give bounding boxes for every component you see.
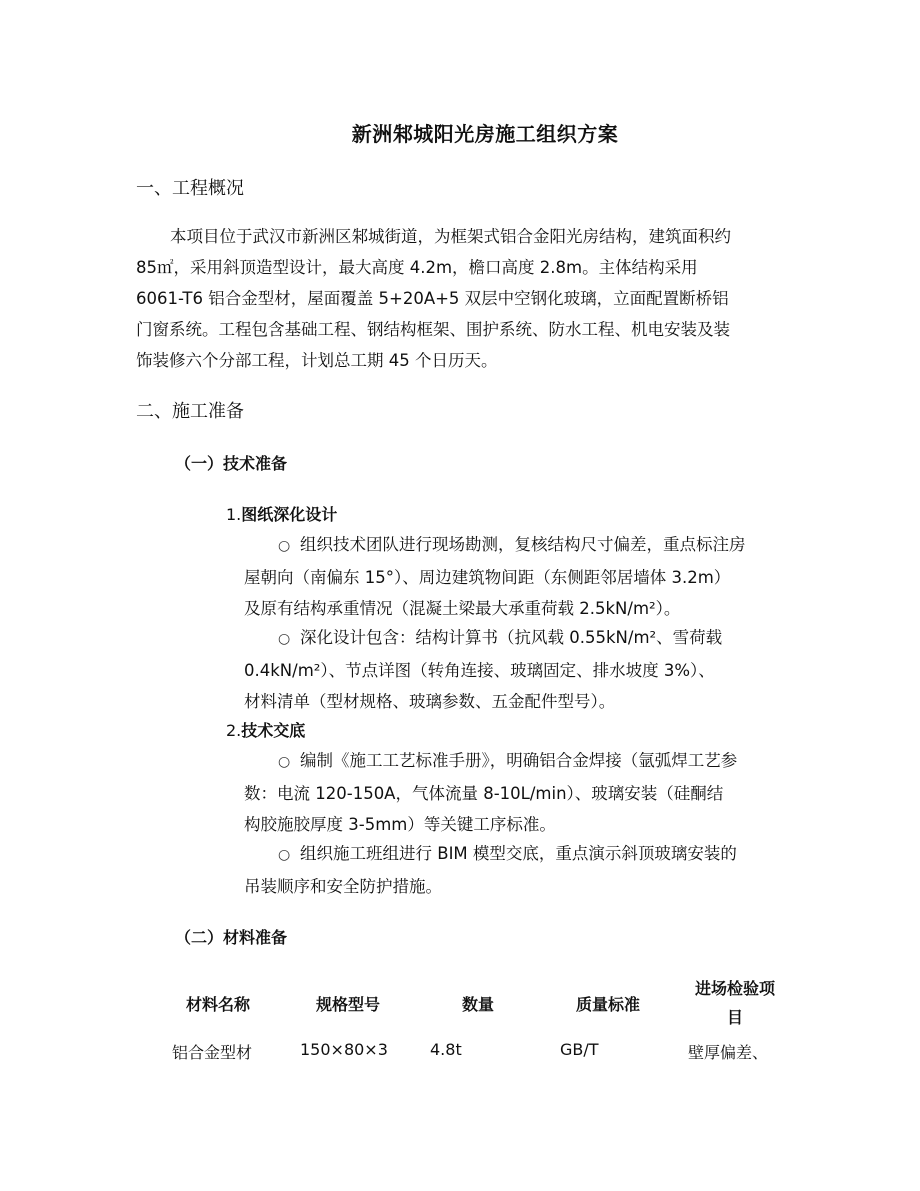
table-header-line: 进场检验项 (694, 979, 775, 998)
table-cell: 150×80×3 (300, 1040, 388, 1059)
bullet-site-survey (244, 529, 789, 624)
bullet-line: 材料清单（型材规格、玻璃参数、五金配件型号）。 (244, 692, 616, 711)
table-header-inspection (680, 976, 790, 1028)
table-header-spec: 规格型号 (315, 995, 380, 1014)
bullet-line: 构胶施胶厚度 3-5mm）等关键工序标准。 (244, 815, 556, 834)
table-header-quality-standard: 质量标准 (575, 995, 640, 1014)
bullet-circle-icon: ○ (278, 847, 291, 863)
subsection-heading-technical: （一）技术准备 (175, 454, 288, 473)
paragraph-line: 本项目位于武汉市新洲区邾城街道，为框架式铝合金阳光房结构，建筑面积约 (170, 227, 731, 246)
table-header-line: 目 (726, 1008, 743, 1027)
subsection-heading-materials: （二）材料准备 (175, 928, 288, 947)
item-title: 图纸深化设计 (241, 505, 338, 524)
table-cell: 壁厚偏差、 (688, 1043, 769, 1062)
bullet-line: 屋朝向（南偏东 15°）、周边建筑物间距（东侧距邻居墙体 3.2m） (244, 568, 731, 587)
section-heading-preparation: 二、施工准备 (136, 401, 244, 422)
item-number: 2. (226, 721, 242, 740)
table-header-quantity: 数量 (461, 995, 494, 1014)
bullet-circle-icon: ○ (278, 631, 291, 647)
paragraph-line: 85㎡，采用斜顶造型设计，最大高度 4.2m，檐口高度 2.8m。主体结构采用 (136, 258, 698, 277)
paragraph-line: 饰装修六个分部工程，计划总工期 45 个日历天。 (136, 351, 498, 370)
paragraph-line: 6061-T6 铝合金型材，屋面覆盖 5+20A+5 双层中空钢化玻璃，立面配置断桥铝 (136, 289, 729, 308)
section-heading-overview: 一、工程概况 (136, 178, 244, 199)
overview-paragraph (136, 221, 786, 376)
item-title: 技术交底 (241, 721, 306, 740)
item-heading-technical-briefing (226, 718, 305, 741)
paragraph-line: 门窗系统。工程包含基础工程、钢结构框架、围护系统、防水工程、机电安装及装 (136, 320, 730, 339)
bullet-line: ○ 深化设计包含：结构计算书（抗风载 0.55kN/m²、雪荷载 (244, 622, 789, 655)
bullet-deepening-design (244, 622, 789, 717)
bullet-line: ○ 组织技术团队进行现场勘测，复核结构尺寸偏差，重点标注房 (244, 529, 789, 562)
table-cell: GB/T (560, 1040, 599, 1059)
item-number: 1. (226, 505, 242, 524)
bullet-bim-briefing (244, 838, 789, 902)
bullet-line: 吊装顺序和安全防护措施。 (244, 877, 442, 896)
table-cell: 铝合金型材 (172, 1043, 253, 1062)
table-cell: 4.8t (430, 1040, 462, 1059)
bullet-line: 0.4kN/m²）、节点详图（转角连接、玻璃固定、排水坡度 3%）、 (244, 661, 715, 680)
bullet-line: 数：电流 120-150A，气体流量 8-10L/min）、玻璃安装（硅酮结 (244, 784, 724, 803)
item-heading-drawing-design (226, 502, 337, 525)
bullet-line: ○ 组织施工班组进行 BIM 模型交底，重点演示斜顶玻璃安装的 (244, 838, 789, 871)
bullet-line: 及原有结构承重情况（混凝土梁最大承重荷载 2.5kN/m²）。 (244, 599, 681, 618)
bullet-circle-icon: ○ (278, 538, 291, 554)
bullet-process-manual (244, 745, 789, 840)
bullet-line: ○ 编制《施工工艺标准手册》，明确铝合金焊接（氩弧焊工艺参 (244, 745, 789, 778)
bullet-circle-icon: ○ (278, 754, 291, 770)
document-title: 新洲邾城阳光房施工组织方案 (351, 122, 619, 146)
table-header-material-name: 材料名称 (185, 995, 250, 1014)
